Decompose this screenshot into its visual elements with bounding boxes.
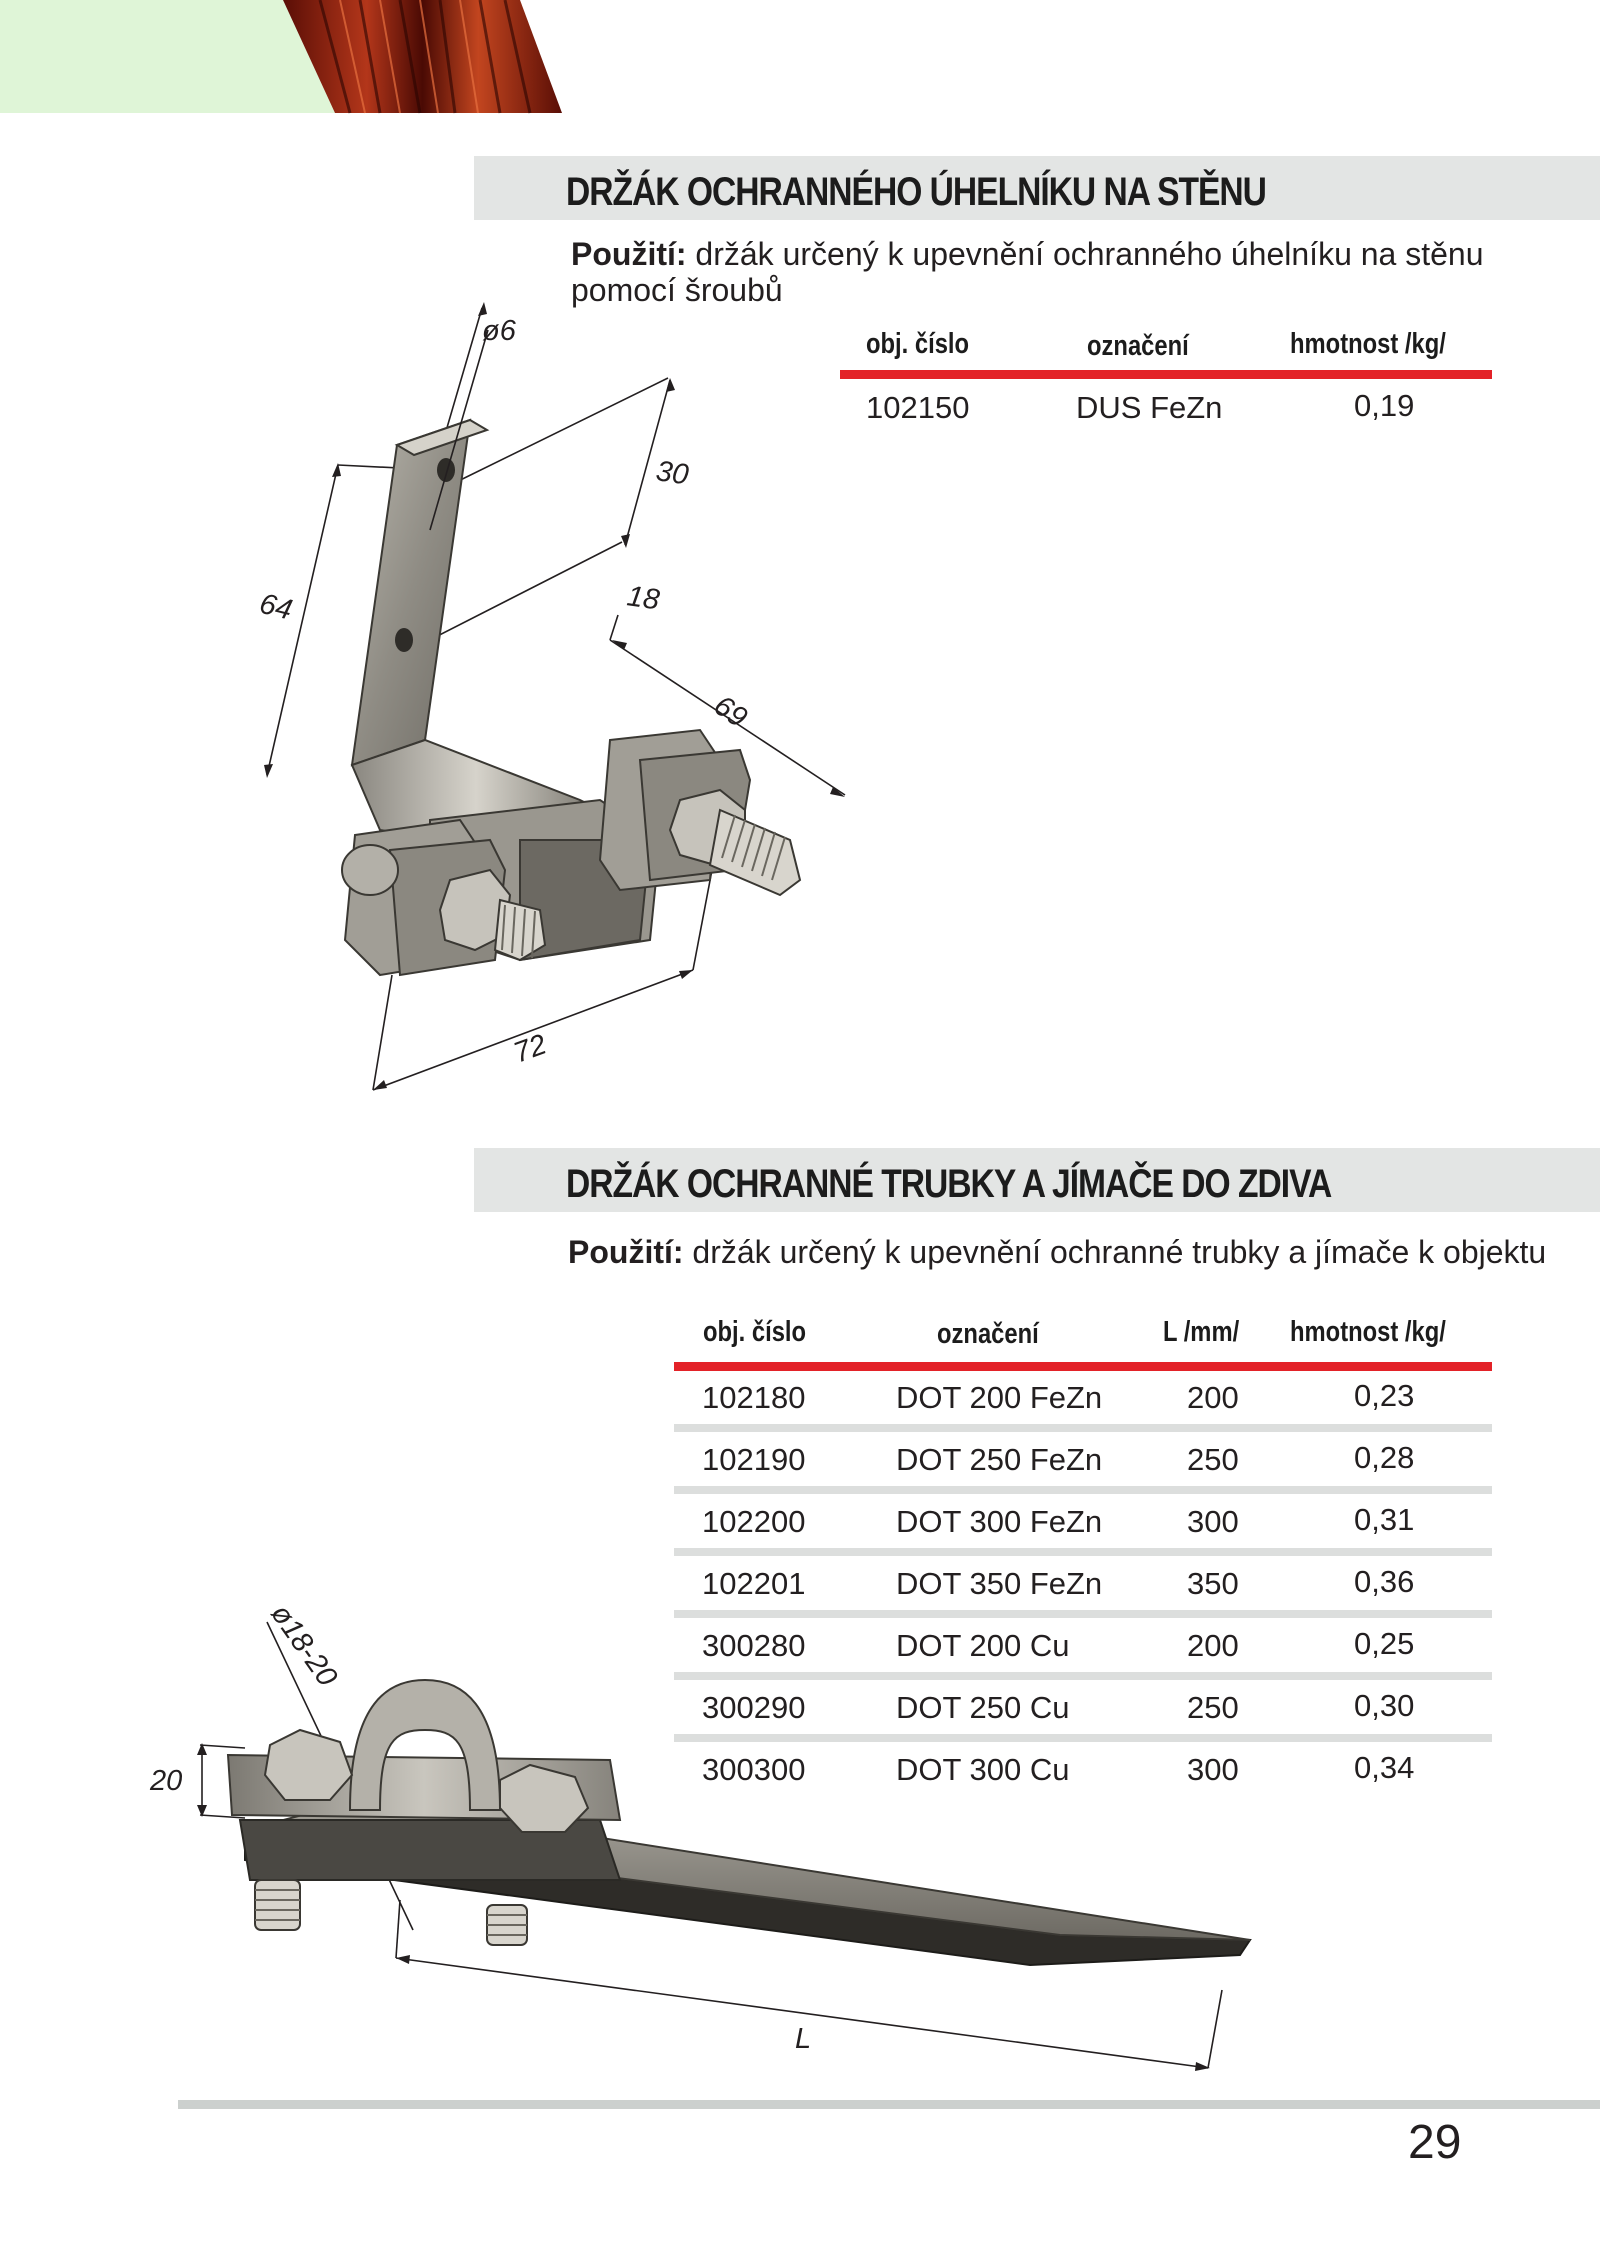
s2-cell-code: 102201 xyxy=(702,1566,806,1601)
s2-cell-weight: 0,34 xyxy=(1354,1750,1415,1785)
s2-cell-weight: 0,36 xyxy=(1354,1564,1415,1599)
s2-header-name: označení xyxy=(937,1318,1039,1350)
dim-18: 18 xyxy=(625,580,662,617)
s2-cell-code: 102200 xyxy=(702,1504,806,1539)
dim-diameter: ø18-20 xyxy=(264,1598,344,1693)
s2-cell-code: 300300 xyxy=(702,1752,806,1787)
row-divider xyxy=(674,1548,1492,1556)
s2-cell-name: DOT 250 FeZn xyxy=(896,1442,1103,1477)
s1-header-rule xyxy=(840,370,1492,379)
dim-30: 30 xyxy=(654,455,691,492)
s1-cell-weight: 0,19 xyxy=(1354,388,1415,423)
section1-usage xyxy=(571,236,1571,308)
section2-usage xyxy=(568,1234,1568,1270)
footer-rule xyxy=(178,2100,1600,2109)
dim-72: 72 xyxy=(509,1028,551,1070)
dim-length: L xyxy=(795,2023,812,2055)
s2-header-length: L /mm/ xyxy=(1163,1316,1240,1348)
s2-cell-code: 300280 xyxy=(702,1628,806,1663)
s2-cell-name: DOT 200 FeZn xyxy=(896,1380,1103,1415)
bracket-drawing xyxy=(240,300,860,1100)
s1-header-weight: hmotnost /kg/ xyxy=(1290,328,1446,360)
row-divider xyxy=(674,1424,1492,1432)
page-number: 29 xyxy=(1408,2116,1462,2169)
s2-cell-name: DOT 300 FeZn xyxy=(896,1504,1103,1539)
s2-cell-length: 300 xyxy=(1187,1752,1239,1787)
s2-cell-weight: 0,30 xyxy=(1354,1688,1415,1723)
dim-hole: ø6 xyxy=(482,315,516,347)
header-decoration xyxy=(0,0,580,115)
section2-title-bar xyxy=(474,1148,1600,1212)
s2-cell-length: 300 xyxy=(1187,1504,1239,1539)
s1-cell-code: 102150 xyxy=(866,390,970,425)
dim-64: 64 xyxy=(256,587,296,627)
s2-cell-length: 250 xyxy=(1187,1442,1239,1477)
pipe-holder-drawing xyxy=(140,1580,1280,2100)
s2-cell-weight: 0,25 xyxy=(1354,1626,1415,1661)
dim-20: 20 xyxy=(150,1765,183,1797)
usage-text: držák určený k upevnění ochranné trubky a jímače k objektu xyxy=(683,1234,1547,1270)
s2-cell-length: 200 xyxy=(1187,1380,1239,1415)
row-divider xyxy=(674,1486,1492,1494)
s2-cell-weight: 0,28 xyxy=(1354,1440,1415,1475)
s2-cell-name: DOT 200 Cu xyxy=(896,1628,1070,1663)
s1-cell-name: DUS FeZn xyxy=(1076,390,1223,425)
usage-text: držák určený k upevnění ochranného úhelníku na stěnu pomocí šroubů xyxy=(571,236,1484,308)
s2-cell-length: 350 xyxy=(1187,1566,1239,1601)
s2-cell-code: 102180 xyxy=(702,1380,806,1415)
s2-cell-code: 300290 xyxy=(702,1690,806,1725)
usage-label: Použití: xyxy=(568,1234,684,1270)
s2-header-rule xyxy=(674,1362,1492,1371)
s2-cell-name: DOT 300 Cu xyxy=(896,1752,1070,1787)
s2-cell-length: 200 xyxy=(1187,1628,1239,1663)
section1-title: DRŽÁK OCHRANNÉHO ÚHELNÍKU NA STĚNU xyxy=(566,170,1266,214)
section1-title-bar xyxy=(474,156,1600,220)
s2-header-weight: hmotnost /kg/ xyxy=(1290,1316,1446,1348)
s1-header-code: obj. číslo xyxy=(866,328,970,360)
s2-cell-name: DOT 250 Cu xyxy=(896,1690,1070,1725)
s2-cell-code: 102190 xyxy=(702,1442,806,1477)
s2-cell-weight: 0,23 xyxy=(1354,1378,1415,1413)
s2-cell-name: DOT 350 FeZn xyxy=(896,1566,1103,1601)
s2-cell-weight: 0,31 xyxy=(1354,1502,1415,1537)
section2-title: DRŽÁK OCHRANNÉ TRUBKY A JÍMAČE DO ZDIVA xyxy=(566,1162,1332,1206)
s2-header-code: obj. číslo xyxy=(703,1316,807,1348)
dim-69: 69 xyxy=(707,689,753,735)
s1-header-name: označení xyxy=(1087,330,1189,362)
usage-label: Použití: xyxy=(571,236,687,272)
s2-cell-length: 250 xyxy=(1187,1690,1239,1725)
